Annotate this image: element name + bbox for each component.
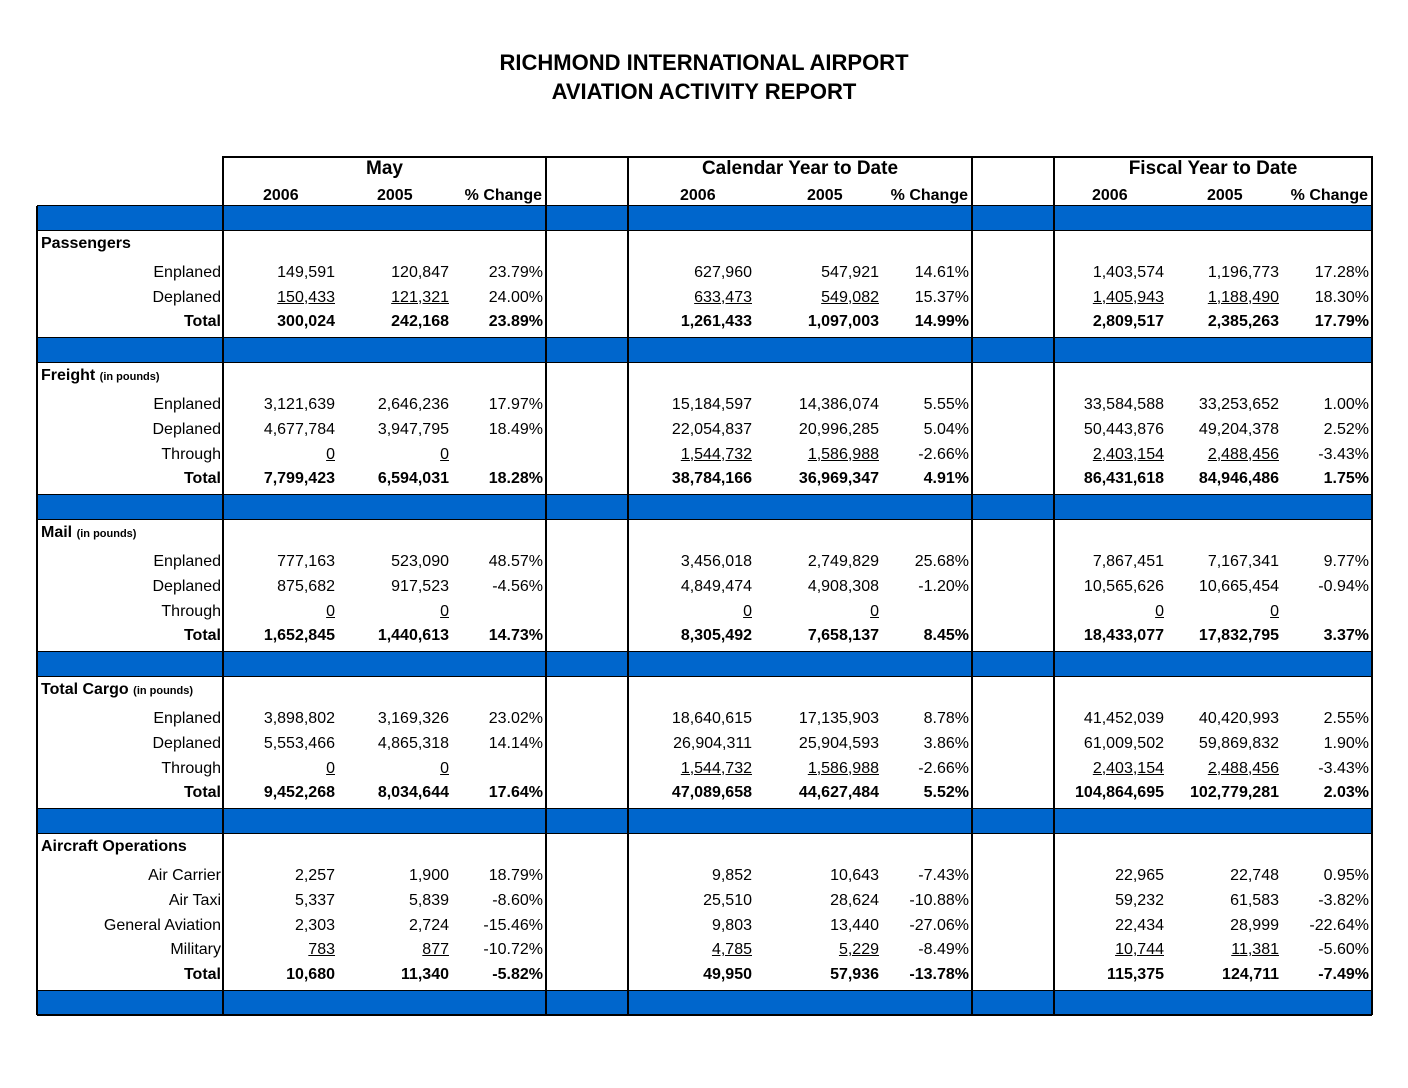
table-cell: 1,440,613 (377, 627, 449, 645)
table-cell: 875,682 (277, 577, 335, 595)
table-cell: 28,624 (830, 891, 879, 909)
table-cell: 25,904,593 (798, 734, 879, 752)
table-cell: 59,869,832 (1198, 734, 1279, 752)
table-cell: 8,034,644 (377, 784, 449, 802)
table-cell: 24.00% (488, 288, 543, 306)
column-separator (36, 206, 38, 1015)
table-cell: 5,337 (294, 891, 335, 909)
column-header: % Change (464, 187, 542, 204)
table-cell: 0 (1155, 602, 1164, 620)
row-label: Deplaned (152, 288, 221, 306)
section-title-label: Aircraft Operations (41, 838, 187, 856)
table-cell: 120,847 (391, 263, 449, 281)
row-label: Air Taxi (168, 891, 221, 909)
table-cell: 1,586,988 (807, 759, 879, 777)
table-cell: 2,488,456 (1207, 759, 1279, 777)
table-cell: 2,385,263 (1207, 313, 1279, 331)
table-cell: 23.02% (488, 710, 543, 727)
band-border-bottom (37, 519, 1372, 520)
table-cell: 0 (870, 602, 879, 620)
table-cell: 1,544,732 (680, 445, 752, 463)
table-cell: 10,565,626 (1083, 577, 1164, 595)
table-cell: 1,652,845 (263, 627, 335, 645)
table-cell: 4,849,474 (680, 577, 752, 595)
table-cell: 22,748 (1230, 867, 1279, 884)
table-cell: 917,523 (391, 577, 449, 595)
table-cell: 2.52% (1323, 420, 1369, 438)
table-cell: 1,261,433 (680, 313, 752, 331)
table-cell: 18,640,615 (671, 710, 752, 727)
table-cell: 4,908,308 (807, 577, 879, 595)
table-cell: 61,009,502 (1083, 734, 1164, 752)
table-cell: 0 (326, 445, 335, 463)
table-cell: 7,799,423 (263, 470, 335, 488)
table-cell: 0.95% (1323, 867, 1369, 884)
group-header: Fiscal Year to Date (1128, 158, 1298, 179)
row-label: Total (183, 470, 221, 488)
table-cell: 9.77% (1323, 553, 1369, 570)
row-label: General Aviation (103, 916, 221, 934)
table-cell: 2,749,829 (807, 553, 879, 570)
table-cell: 17.64% (488, 784, 543, 802)
table-cell: -22.64% (1309, 916, 1369, 934)
table-cell: -4.56% (492, 577, 543, 595)
column-header: 2006 (680, 187, 716, 204)
table-cell: 11,381 (1231, 941, 1279, 959)
table-cell: 8.78% (923, 710, 969, 727)
column-separator (545, 156, 547, 1015)
table-cell: 877 (422, 941, 449, 959)
report-title: RICHMOND INTERNATIONAL AIRPORT (499, 50, 909, 75)
table-cell: 18.28% (488, 470, 543, 488)
table-cell: 633,473 (694, 288, 752, 306)
table-cell: 17,832,795 (1198, 627, 1279, 645)
table-cell: 18.30% (1314, 288, 1369, 306)
table-cell: 10,744 (1115, 941, 1164, 959)
table-cell: 59,232 (1115, 891, 1164, 909)
row-label: Enplaned (153, 553, 221, 570)
table-cell: 17,135,903 (798, 710, 879, 727)
table-cell: 41,452,039 (1083, 710, 1164, 727)
band-border-top (37, 808, 1372, 809)
table-cell: 149,591 (277, 263, 335, 281)
table-cell: 5,229 (838, 941, 879, 959)
row-label: Enplaned (153, 396, 221, 413)
table-cell: 6,594,031 (377, 470, 449, 488)
table-cell: 7,867,451 (1092, 553, 1164, 570)
table-cell: 777,163 (277, 553, 335, 570)
section-title-label: Mail (41, 524, 73, 542)
table-cell: 26,904,311 (673, 734, 752, 752)
table-cell: 7,658,137 (807, 627, 879, 645)
column-separator (222, 156, 224, 1015)
section-title (41, 680, 193, 701)
table-cell: 48.57% (488, 553, 543, 570)
table-cell: 17.28% (1314, 263, 1369, 281)
table-cell: 242,168 (391, 313, 449, 331)
table-cell: -8.60% (492, 891, 543, 909)
table-cell: 86,431,618 (1083, 470, 1164, 488)
table-cell: 1,188,490 (1207, 288, 1279, 306)
table-cell: -27.06% (909, 916, 969, 934)
table-cell: 5.55% (923, 396, 969, 413)
table-cell: 18.79% (488, 867, 543, 884)
table-cell: 18.49% (488, 420, 543, 438)
row-label: Military (170, 941, 221, 959)
row-label: Through (161, 759, 221, 777)
section-divider-band (37, 206, 1372, 230)
table-cell: 49,950 (703, 966, 752, 984)
section-divider-band (37, 495, 1372, 519)
section-divider-band (37, 652, 1372, 676)
table-cell: 20,996,285 (798, 420, 879, 438)
section-title (41, 837, 187, 857)
table-cell: 33,253,652 (1198, 396, 1279, 413)
table-cell: 0 (440, 445, 449, 463)
table-cell: 2,403,154 (1092, 759, 1164, 777)
row-label: Enplaned (153, 710, 221, 727)
column-header: 2005 (807, 187, 843, 204)
table-cell: 44,627,484 (798, 784, 879, 802)
table-cell: 1,900 (408, 867, 449, 884)
table-cell: 4,865,318 (377, 734, 449, 752)
section-title-label: Freight (41, 367, 96, 385)
table-cell: 0 (326, 602, 335, 620)
table-cell: 3,898,802 (263, 710, 335, 727)
table-cell: 1.90% (1323, 734, 1369, 752)
table-cell: 121,321 (391, 288, 449, 306)
table-cell: -2.66% (918, 445, 969, 463)
table-cell: 36,969,347 (798, 470, 879, 488)
table-cell: 14.14% (488, 734, 543, 752)
table-cell: 28,999 (1230, 916, 1279, 934)
table-cell: 1,405,943 (1092, 288, 1164, 306)
table-cell: 3,169,326 (377, 710, 449, 727)
row-label: Deplaned (152, 734, 221, 752)
table-cell: 11,340 (400, 966, 449, 984)
table-cell: -10.88% (909, 891, 969, 909)
table-cell: 783 (308, 941, 335, 959)
row-label: Through (161, 445, 221, 463)
table-cell: 49,204,378 (1198, 420, 1279, 438)
table-cell: 1.75% (1323, 470, 1369, 488)
table-cell: 2,303 (294, 916, 335, 934)
row-label: Enplaned (153, 263, 221, 281)
row-label: Air Carrier (148, 867, 221, 884)
table-cell: 0 (440, 759, 449, 777)
table-cell: 5.04% (923, 420, 969, 438)
header-top-border (223, 156, 1372, 158)
table-cell: -0.94% (1318, 577, 1369, 595)
section-title (41, 234, 131, 254)
table-cell: 40,420,993 (1198, 710, 1279, 727)
table-cell: 10,643 (830, 867, 879, 884)
table-cell: 13,440 (830, 916, 879, 934)
row-label: Total (183, 966, 221, 984)
table-cell: 300,024 (277, 313, 335, 331)
table-cell: 3.37% (1323, 627, 1369, 645)
table-cell: -8.49% (918, 941, 969, 959)
table-cell: 5.52% (923, 784, 969, 802)
table-cell: 18,433,077 (1083, 627, 1164, 645)
group-header: May (366, 158, 403, 179)
section-unit: (in pounds) (99, 371, 160, 384)
table-cell: -13.78% (909, 966, 969, 984)
band-border-bottom (37, 362, 1372, 363)
table-cell: 25.68% (914, 553, 969, 570)
table-cell: 549,082 (821, 288, 879, 306)
band-border-top (37, 990, 1372, 991)
section-unit: (in pounds) (133, 685, 194, 698)
table-cell: 1,586,988 (807, 445, 879, 463)
report-subtitle: AVIATION ACTIVITY REPORT (551, 79, 857, 104)
table-cell: 1,196,773 (1207, 263, 1279, 281)
table-cell: 2,257 (294, 867, 335, 884)
table-cell: 4,677,784 (263, 420, 335, 438)
table-cell: -15.46% (483, 916, 543, 934)
section-unit: (in pounds) (76, 528, 137, 541)
table-cell: 547,921 (821, 263, 879, 281)
row-label: Total (183, 784, 221, 802)
row-label: Through (161, 602, 221, 620)
column-header: 2006 (1092, 187, 1128, 204)
table-cell: 22,965 (1115, 867, 1164, 884)
section-title-label: Passengers (41, 235, 131, 252)
table-cell: 627,960 (694, 263, 752, 281)
table-cell: 0 (440, 602, 449, 620)
band-border-bottom (37, 676, 1372, 677)
table-cell: -3.82% (1318, 891, 1369, 909)
table-cell: 15,184,597 (671, 396, 752, 413)
table-cell: -2.66% (918, 759, 969, 777)
table-cell: 2,488,456 (1207, 445, 1279, 463)
table-cell: -7.43% (918, 867, 969, 884)
section-title (41, 523, 136, 544)
column-header: 2005 (1207, 187, 1243, 204)
section-title (41, 366, 160, 387)
table-cell: 50,443,876 (1083, 420, 1164, 438)
table-cell: 84,946,486 (1198, 470, 1279, 488)
table-cell: 23.79% (488, 263, 543, 281)
band-border-top (37, 651, 1372, 652)
table-cell: 3,947,795 (377, 420, 449, 438)
table-cell: 8,305,492 (680, 627, 752, 645)
row-label: Total (183, 627, 221, 645)
section-divider-band (37, 338, 1372, 362)
table-cell: 17.79% (1314, 313, 1369, 331)
column-header: % Change (1290, 187, 1368, 204)
table-cell: 124,711 (1222, 966, 1279, 984)
band-border-bottom (37, 230, 1372, 231)
table-cell: 150,433 (277, 288, 335, 306)
band-border-top (37, 205, 1372, 206)
table-cell: 9,452,268 (263, 784, 335, 802)
table-cell: 4,785 (711, 941, 752, 959)
table-cell: 2.55% (1323, 710, 1369, 727)
row-label: Deplaned (152, 577, 221, 595)
table-cell: -5.82% (492, 966, 543, 984)
table-cell: 9,852 (711, 867, 752, 884)
table-cell: 2,724 (408, 916, 449, 934)
table-cell: 2,403,154 (1092, 445, 1164, 463)
table-cell: -3.43% (1318, 445, 1369, 463)
table-cell: 61,583 (1230, 891, 1279, 909)
table-cell: 33,584,588 (1083, 396, 1164, 413)
table-cell: -3.43% (1318, 759, 1369, 777)
table-cell: 102,779,281 (1190, 784, 1279, 802)
section-title-label: Total Cargo (41, 681, 129, 699)
table-cell: 7,167,341 (1207, 553, 1279, 570)
group-header: Calendar Year to Date (701, 158, 899, 179)
table-cell: 3.86% (923, 734, 969, 752)
table-cell: 1,403,574 (1092, 263, 1164, 281)
column-header: % Change (890, 187, 968, 204)
table-cell: 23.89% (488, 313, 543, 331)
table-cell: 2,809,517 (1092, 313, 1164, 331)
table-cell: -1.20% (918, 577, 969, 595)
table-cell: 47,089,658 (671, 784, 752, 802)
column-separator (1053, 156, 1055, 1015)
band-border-top (37, 337, 1372, 338)
table-cell: -7.49% (1318, 966, 1369, 984)
table-cell: 2.03% (1323, 784, 1369, 802)
table-cell: 0 (1270, 602, 1279, 620)
table-cell: 22,434 (1115, 916, 1164, 934)
table-cell: 0 (743, 602, 752, 620)
row-label: Total (183, 313, 221, 331)
column-separator (627, 156, 629, 1015)
table-cell: 10,665,454 (1198, 577, 1279, 595)
table-cell: -5.60% (1318, 941, 1369, 959)
band-border-bottom (37, 833, 1372, 834)
table-cell: 1.00% (1323, 396, 1369, 413)
table-cell: 57,936 (830, 966, 879, 984)
table-cell: 10,680 (286, 966, 335, 984)
table-cell: 14.61% (914, 263, 969, 281)
column-separator (971, 156, 973, 1015)
table-cell: 115,375 (1107, 966, 1164, 984)
table-cell: 4.91% (923, 470, 969, 488)
section-divider-band (37, 809, 1372, 833)
table-cell: 15.37% (914, 288, 969, 306)
table-cell: 2,646,236 (377, 396, 449, 413)
row-label: Deplaned (152, 420, 221, 438)
table-cell: 14.73% (488, 627, 543, 645)
table-cell: 14.99% (914, 313, 969, 331)
table-cell: 22,054,837 (671, 420, 752, 438)
column-header: 2006 (263, 187, 299, 204)
table-cell: 38,784,166 (671, 470, 752, 488)
table-cell: 0 (326, 759, 335, 777)
band-border-top (37, 494, 1372, 495)
table-cell: 8.45% (923, 627, 969, 645)
table-cell: 14,386,074 (798, 396, 879, 413)
column-separator (1371, 156, 1373, 1015)
table-cell: 3,121,639 (263, 396, 335, 413)
table-cell: 5,553,466 (263, 734, 335, 752)
table-cell: 104,864,695 (1075, 784, 1164, 802)
table-cell: 25,510 (703, 891, 752, 909)
table-cell: 1,544,732 (680, 759, 752, 777)
table-bottom-border (37, 1014, 1372, 1016)
column-header: 2005 (377, 187, 413, 204)
section-divider-band (37, 991, 1372, 1015)
table-cell: 9,803 (711, 916, 752, 934)
table-cell: 17.97% (488, 396, 543, 413)
table-cell: -10.72% (483, 941, 543, 959)
table-cell: 1,097,003 (807, 313, 879, 331)
table-cell: 3,456,018 (680, 553, 752, 570)
table-cell: 5,839 (408, 891, 449, 909)
table-cell: 523,090 (391, 553, 449, 570)
